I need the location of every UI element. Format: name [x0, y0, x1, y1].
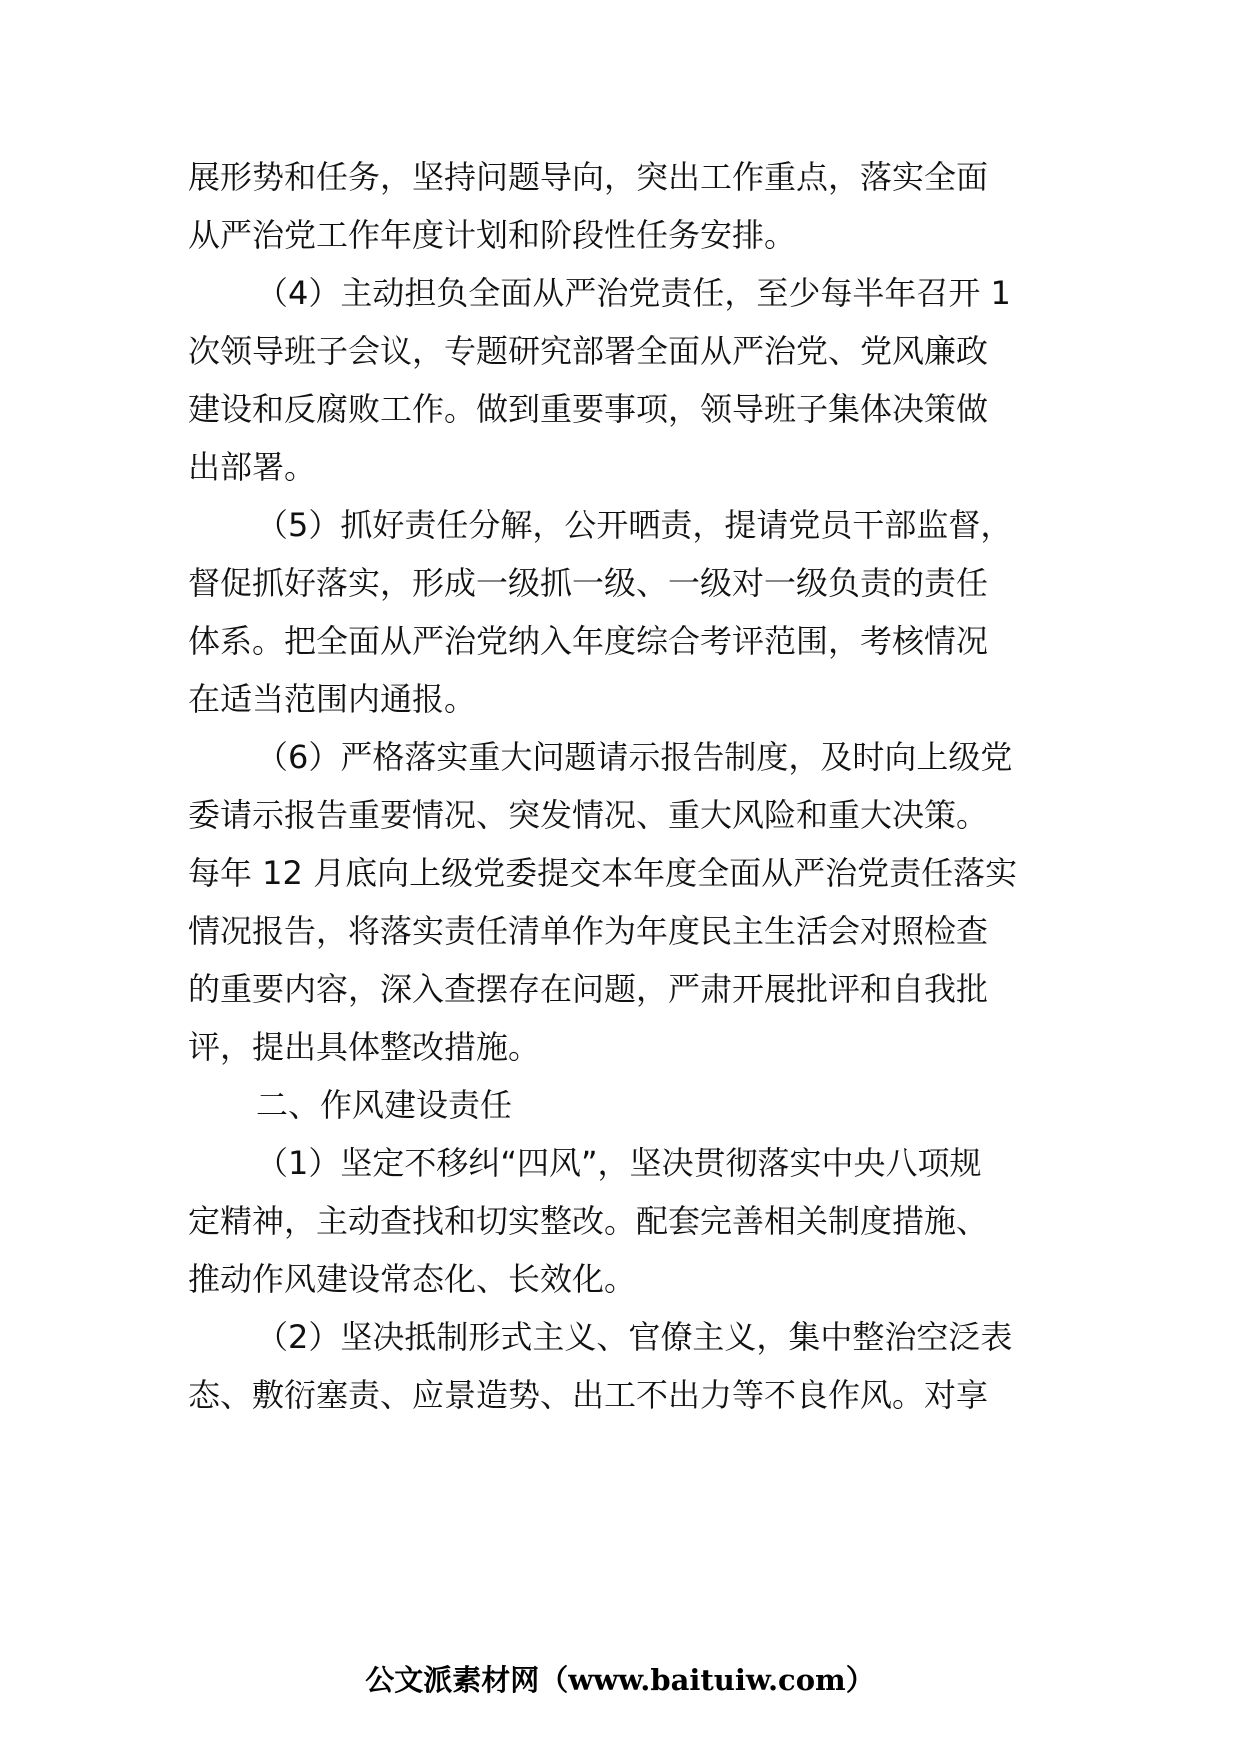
paragraph-line: 次领导班子会议，专题研究部署全面从严治党、党风廉政	[188, 332, 989, 370]
paragraph-line: （6）严格落实重大问题请示报告制度，及时向上级党	[256, 738, 1013, 776]
paragraph-line: 在适当范围内通报。	[188, 680, 477, 718]
paragraph-line: 的重要内容，深入查摆存在问题，严肃开展批评和自我批	[188, 970, 989, 1008]
paragraph-line: 每年 12 月底向上级党委提交本年度全面从严治党责任落实	[188, 854, 1018, 892]
paragraph-line: 出部署。	[188, 448, 317, 486]
paragraph-line: （1）坚定不移纠“四风”，坚决贯彻落实中央八项规	[256, 1144, 982, 1182]
paragraph-line: 情况报告，将落实责任清单作为年度民主生活会对照检查	[188, 912, 989, 950]
paragraph-line: 建设和反腐败工作。做到重要事项，领导班子集体决策做	[188, 390, 989, 428]
paragraph-line: 督促抓好落实，形成一级抓一级、一级对一级负责的责任	[188, 564, 989, 602]
paragraph-line: 评，提出具体整改措施。	[188, 1028, 541, 1066]
paragraph-line: 展形势和任务，坚持问题导向，突出工作重点，落实全面	[188, 158, 989, 196]
footer-watermark: 公文派素材网（www.baituiw.com）	[365, 1663, 875, 1697]
paragraph-line: 定精神，主动查找和切实整改。配套完善相关制度措施、	[188, 1202, 989, 1240]
paragraph-line: （2）坚决抵制形式主义、官僚主义，集中整治空泛表	[256, 1318, 1013, 1356]
paragraph-line: 体系。把全面从严治党纳入年度综合考评范围，考核情况	[188, 622, 989, 660]
paragraph-line: 从严治党工作年度计划和阶段性任务安排。	[188, 216, 797, 254]
section-heading: 二、作风建设责任	[256, 1086, 513, 1124]
paragraph-line: （5）抓好责任分解，公开晒责，提请党员干部监督，	[256, 506, 1013, 544]
paragraph-line: （4）主动担负全面从严治党责任，至少每半年召开 1	[256, 274, 1011, 312]
paragraph-line: 态、敷衍塞责、应景造势、出工不出力等不良作风。对享	[188, 1376, 989, 1414]
paragraph-line: 委请示报告重要情况、突发情况、重大风险和重大决策。	[188, 796, 989, 834]
paragraph-line: 推动作风建设常态化、长效化。	[188, 1260, 637, 1298]
